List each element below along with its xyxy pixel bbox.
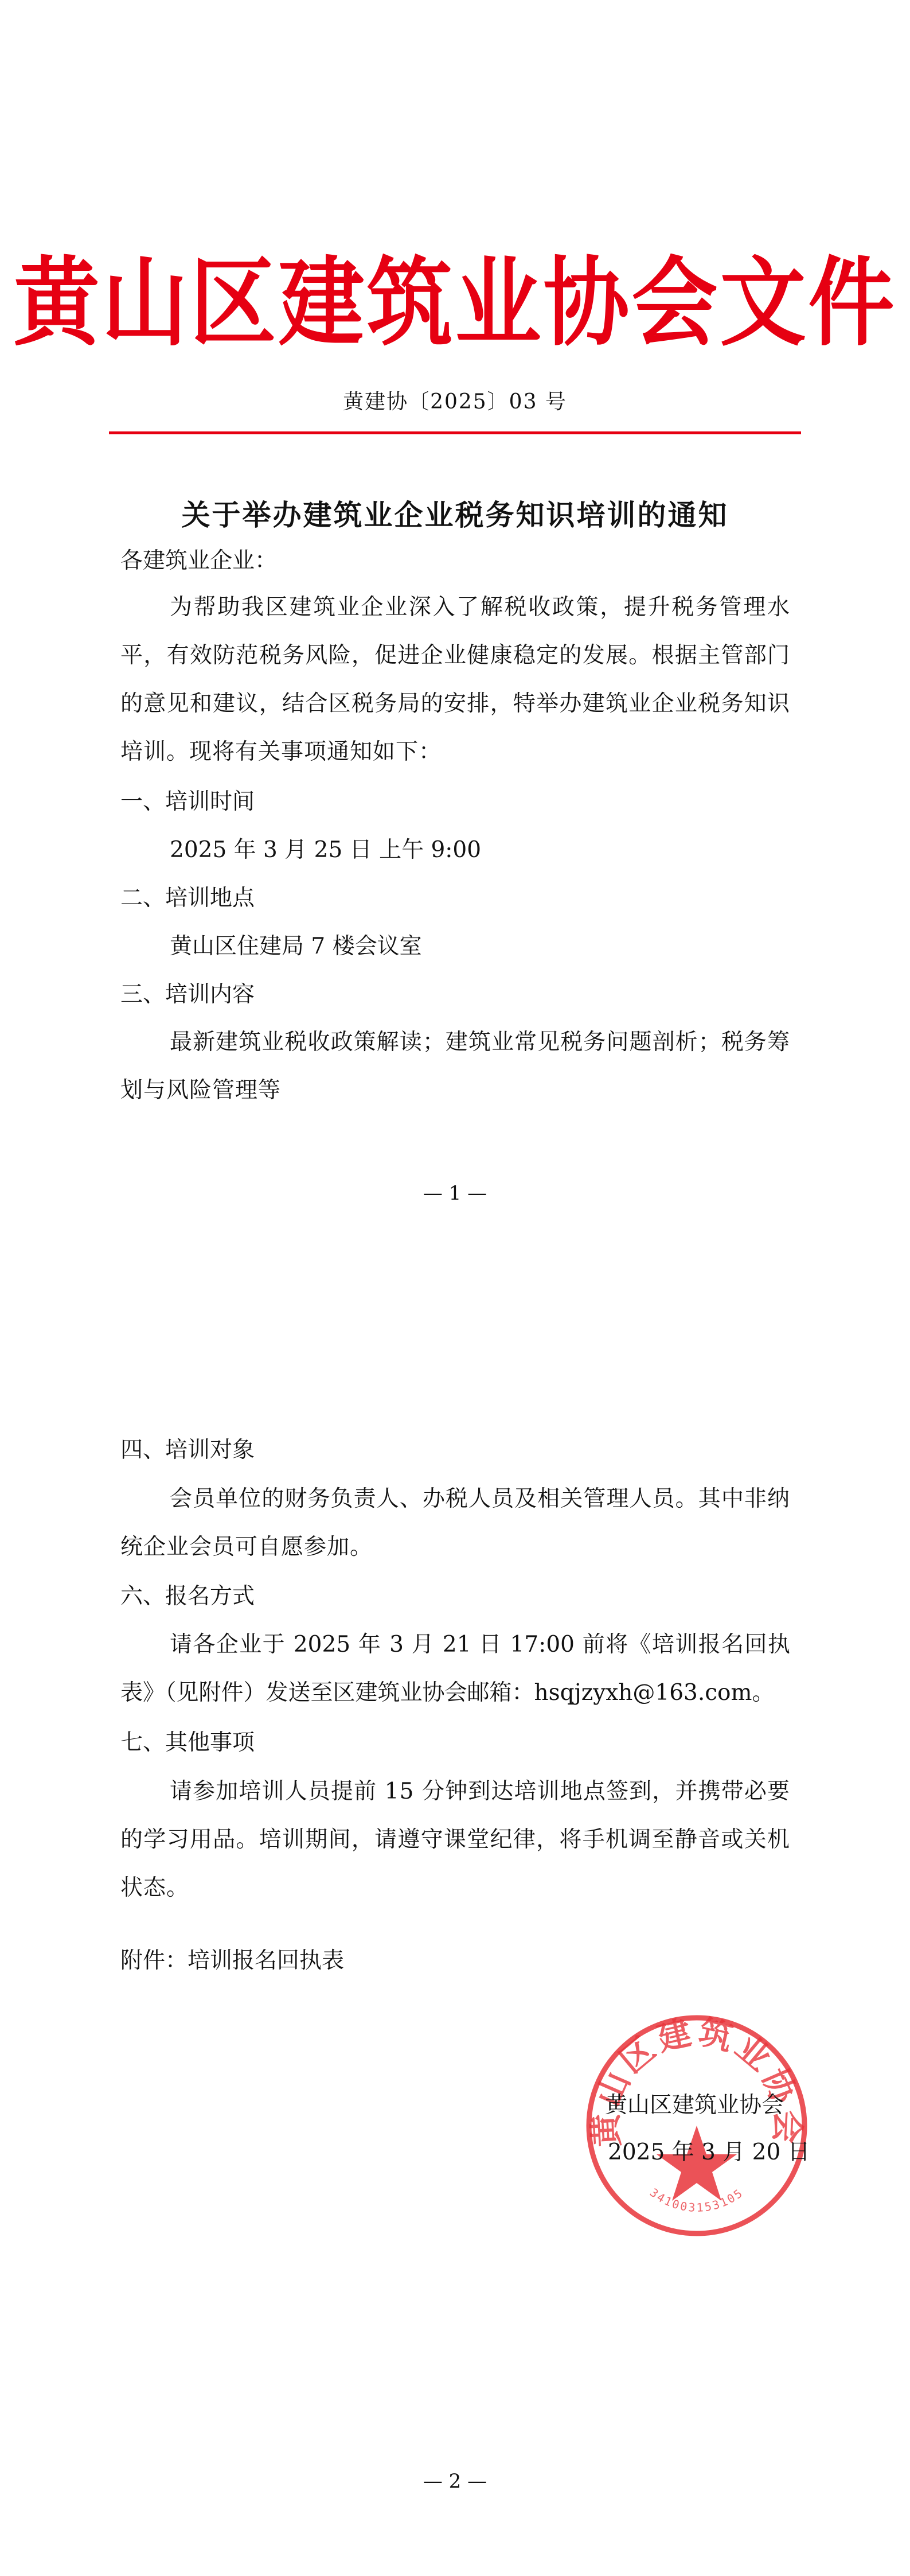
intro-paragraph: 为帮助我区建筑业企业深入了解税收政策，提升税务管理水平，有效防范税务风险，促进企业健康稳定的发展。根据主管部门的意见和建议，结合区税务局的安排，特举办建筑业企业税务知识培训。现将有关事项通知如下：: [120, 594, 790, 765]
section-heading: 六、报名方式: [120, 1583, 255, 1609]
notice-title: 关于举办建筑业企业税务知识培训的通知: [181, 499, 729, 532]
svg-text:341003153105: [647, 2185, 746, 2215]
signature-org: 黄山区建筑业协会: [605, 2092, 784, 2118]
page-2: [0, 1288, 910, 2576]
attachment-note: 附件：培训报名回执表: [120, 1948, 345, 1974]
section-heading: 二、培训地点: [120, 885, 255, 911]
signature-date: 2025 年 3 月 20 日: [608, 2139, 810, 2165]
section-heading: 一、培训时间: [120, 789, 255, 815]
page-number: — 2 —: [423, 2470, 487, 2493]
seal-text: 黄山区建筑业协会: [585, 2012, 808, 2148]
section-body: 会员单位的财务负责人、办税人员及相关管理人员。其中非纳统企业会员可自愿参加。: [120, 1486, 790, 1560]
document-number: 黄建协〔2025〕03 号: [343, 390, 567, 414]
section-body: 请参加培训人员提前 15 分钟到达培训地点签到，并携带必要的学习用品。培训期间，请遵守课堂纪律，将手机调至静音或关机状态。: [120, 1779, 790, 1901]
section-body: 2025 年 3 月 25 日 上午 9:00: [170, 837, 482, 863]
page-number: — 1 —: [423, 1182, 487, 1205]
section-body: 最新建筑业税收政策解读；建筑业常见税务问题剖析；税务筹划与风险管理等: [120, 1029, 790, 1103]
salutation: 各建筑业企业：: [120, 548, 278, 574]
section-heading: 四、培训对象: [120, 1437, 255, 1463]
red-divider-line: [109, 431, 801, 434]
section-body: 黄山区住建局 7 楼会议室: [170, 933, 422, 959]
official-seal-stamp: [579, 2008, 814, 2243]
section-heading: 三、培训内容: [120, 982, 255, 1007]
seal-serial: 341003153105: [647, 2185, 747, 2215]
org-masthead-title: 黄山区建筑业协会文件: [13, 247, 897, 360]
section-heading: 七、其他事项: [120, 1730, 255, 1756]
section-body: 请各企业于 2025 年 3 月 21 日 17:00 前将《培训报名回执表》（见附件）发送至区建筑业协会邮箱：hsqjzyxh@163.com。: [120, 1632, 790, 1706]
